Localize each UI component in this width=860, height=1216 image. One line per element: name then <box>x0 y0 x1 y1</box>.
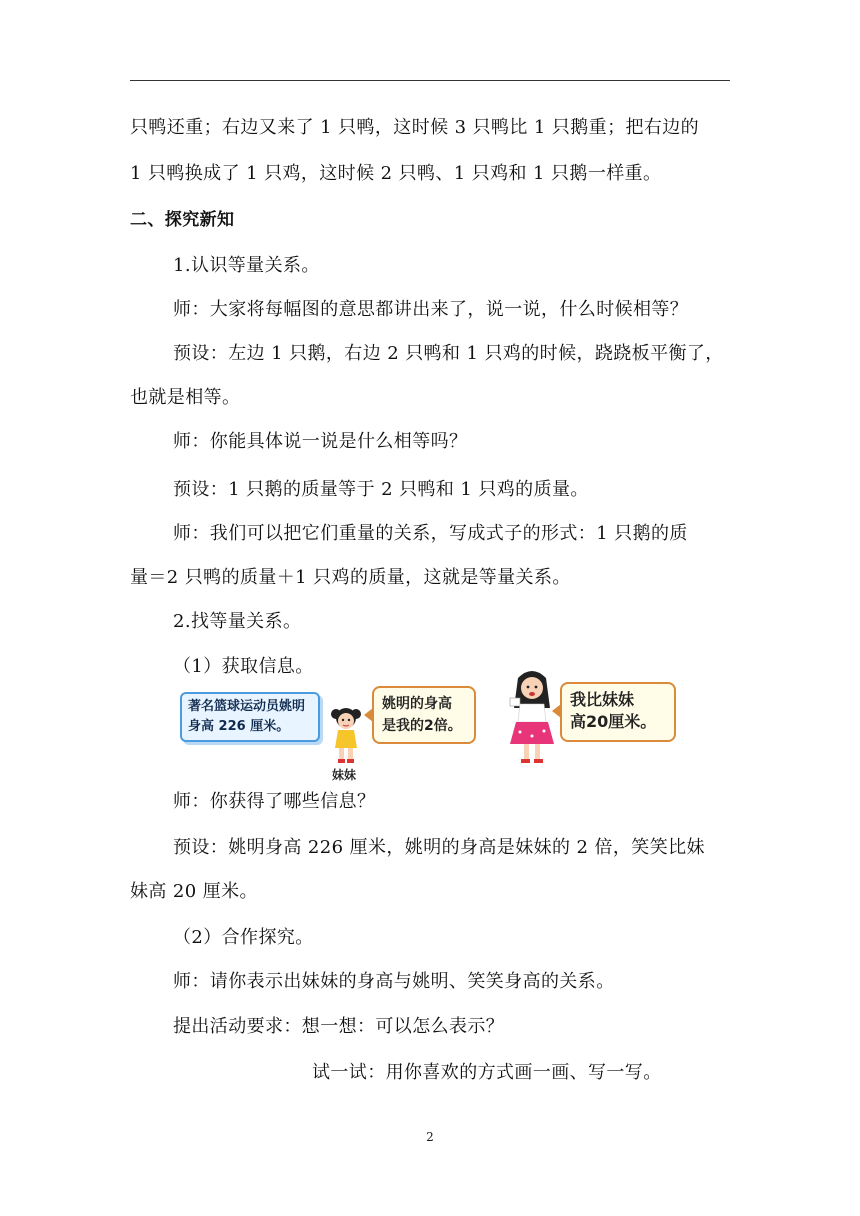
subheading: （1）获取信息。 <box>173 656 314 677</box>
text-line: 师：大家将每幅图的意思都讲出来了，说一说，什么时候相等？ <box>173 299 689 320</box>
text-line: 只鸭还重；右边又来了 1 只鸭，这时候 3 只鸭比 1 只鹅重；把右边的 <box>130 117 700 138</box>
bubble-line: 高20厘米。 <box>570 712 657 731</box>
info-card-line: 著名篮球运动员姚明 <box>188 699 306 714</box>
text-line: 提出活动要求：想一想：可以怎么表示？ <box>173 1016 505 1037</box>
speech-bubble-sister <box>372 686 476 744</box>
speech-bubble-xiaoxiao <box>560 682 676 742</box>
section-heading: 二、探究新知 <box>130 210 235 230</box>
bubble-line: 是我的2倍。 <box>382 718 462 734</box>
illustration <box>176 668 686 783</box>
text-line: 预设：左边 1 只鹅，右边 2 只鸭和 1 只鸡的时候，跷跷板平衡了， <box>173 343 724 364</box>
text-line: 量＝2 只鸭的质量＋1 只鸡的质量，这就是等量关系。 <box>130 567 571 588</box>
text-line: 师：你获得了哪些信息？ <box>173 791 376 812</box>
text-line: 预设：1 只鹅的质量等于 2 只鸭和 1 只鸡的质量。 <box>173 479 589 500</box>
info-card <box>180 692 320 742</box>
info-card-line: 身高 226 厘米。 <box>188 719 290 734</box>
text-line: 师：我们可以把它们重量的关系，写成式子的形式：1 只鹅的质 <box>173 523 688 544</box>
page-number: 2 <box>426 1130 434 1144</box>
text-line: 也就是相等。 <box>130 387 241 408</box>
header-rule <box>130 80 730 81</box>
subheading: 1.认识等量关系。 <box>173 255 320 276</box>
text-line: 师：你能具体说一说是什么相等吗？ <box>173 431 468 452</box>
bubble-line: 我比妹妹 <box>570 690 635 709</box>
bubble-line: 姚明的身高 <box>382 696 452 712</box>
text-line: 预设：姚明身高 226 厘米，姚明的身高是妹妹的 2 倍，笑笑比妹 <box>173 837 705 858</box>
text-line: 1 只鸭换成了 1 只鸡，这时候 2 只鸭、1 只鸡和 1 只鹅一样重。 <box>130 163 662 184</box>
subheading: 2.找等量关系。 <box>173 611 302 632</box>
text-line: 妹高 20 厘米。 <box>130 881 258 902</box>
sister-label: 妹妹 <box>332 768 357 782</box>
text-line: 师：请你表示出妹妹的身高与姚明、笑笑身高的关系。 <box>173 971 615 992</box>
little-sister-figure <box>328 704 364 764</box>
xiaoxiao-figure <box>506 668 558 766</box>
text-line: 试一试：用你喜欢的方式画一画、写一写。 <box>312 1062 662 1083</box>
subheading: （2）合作探究。 <box>173 927 314 948</box>
